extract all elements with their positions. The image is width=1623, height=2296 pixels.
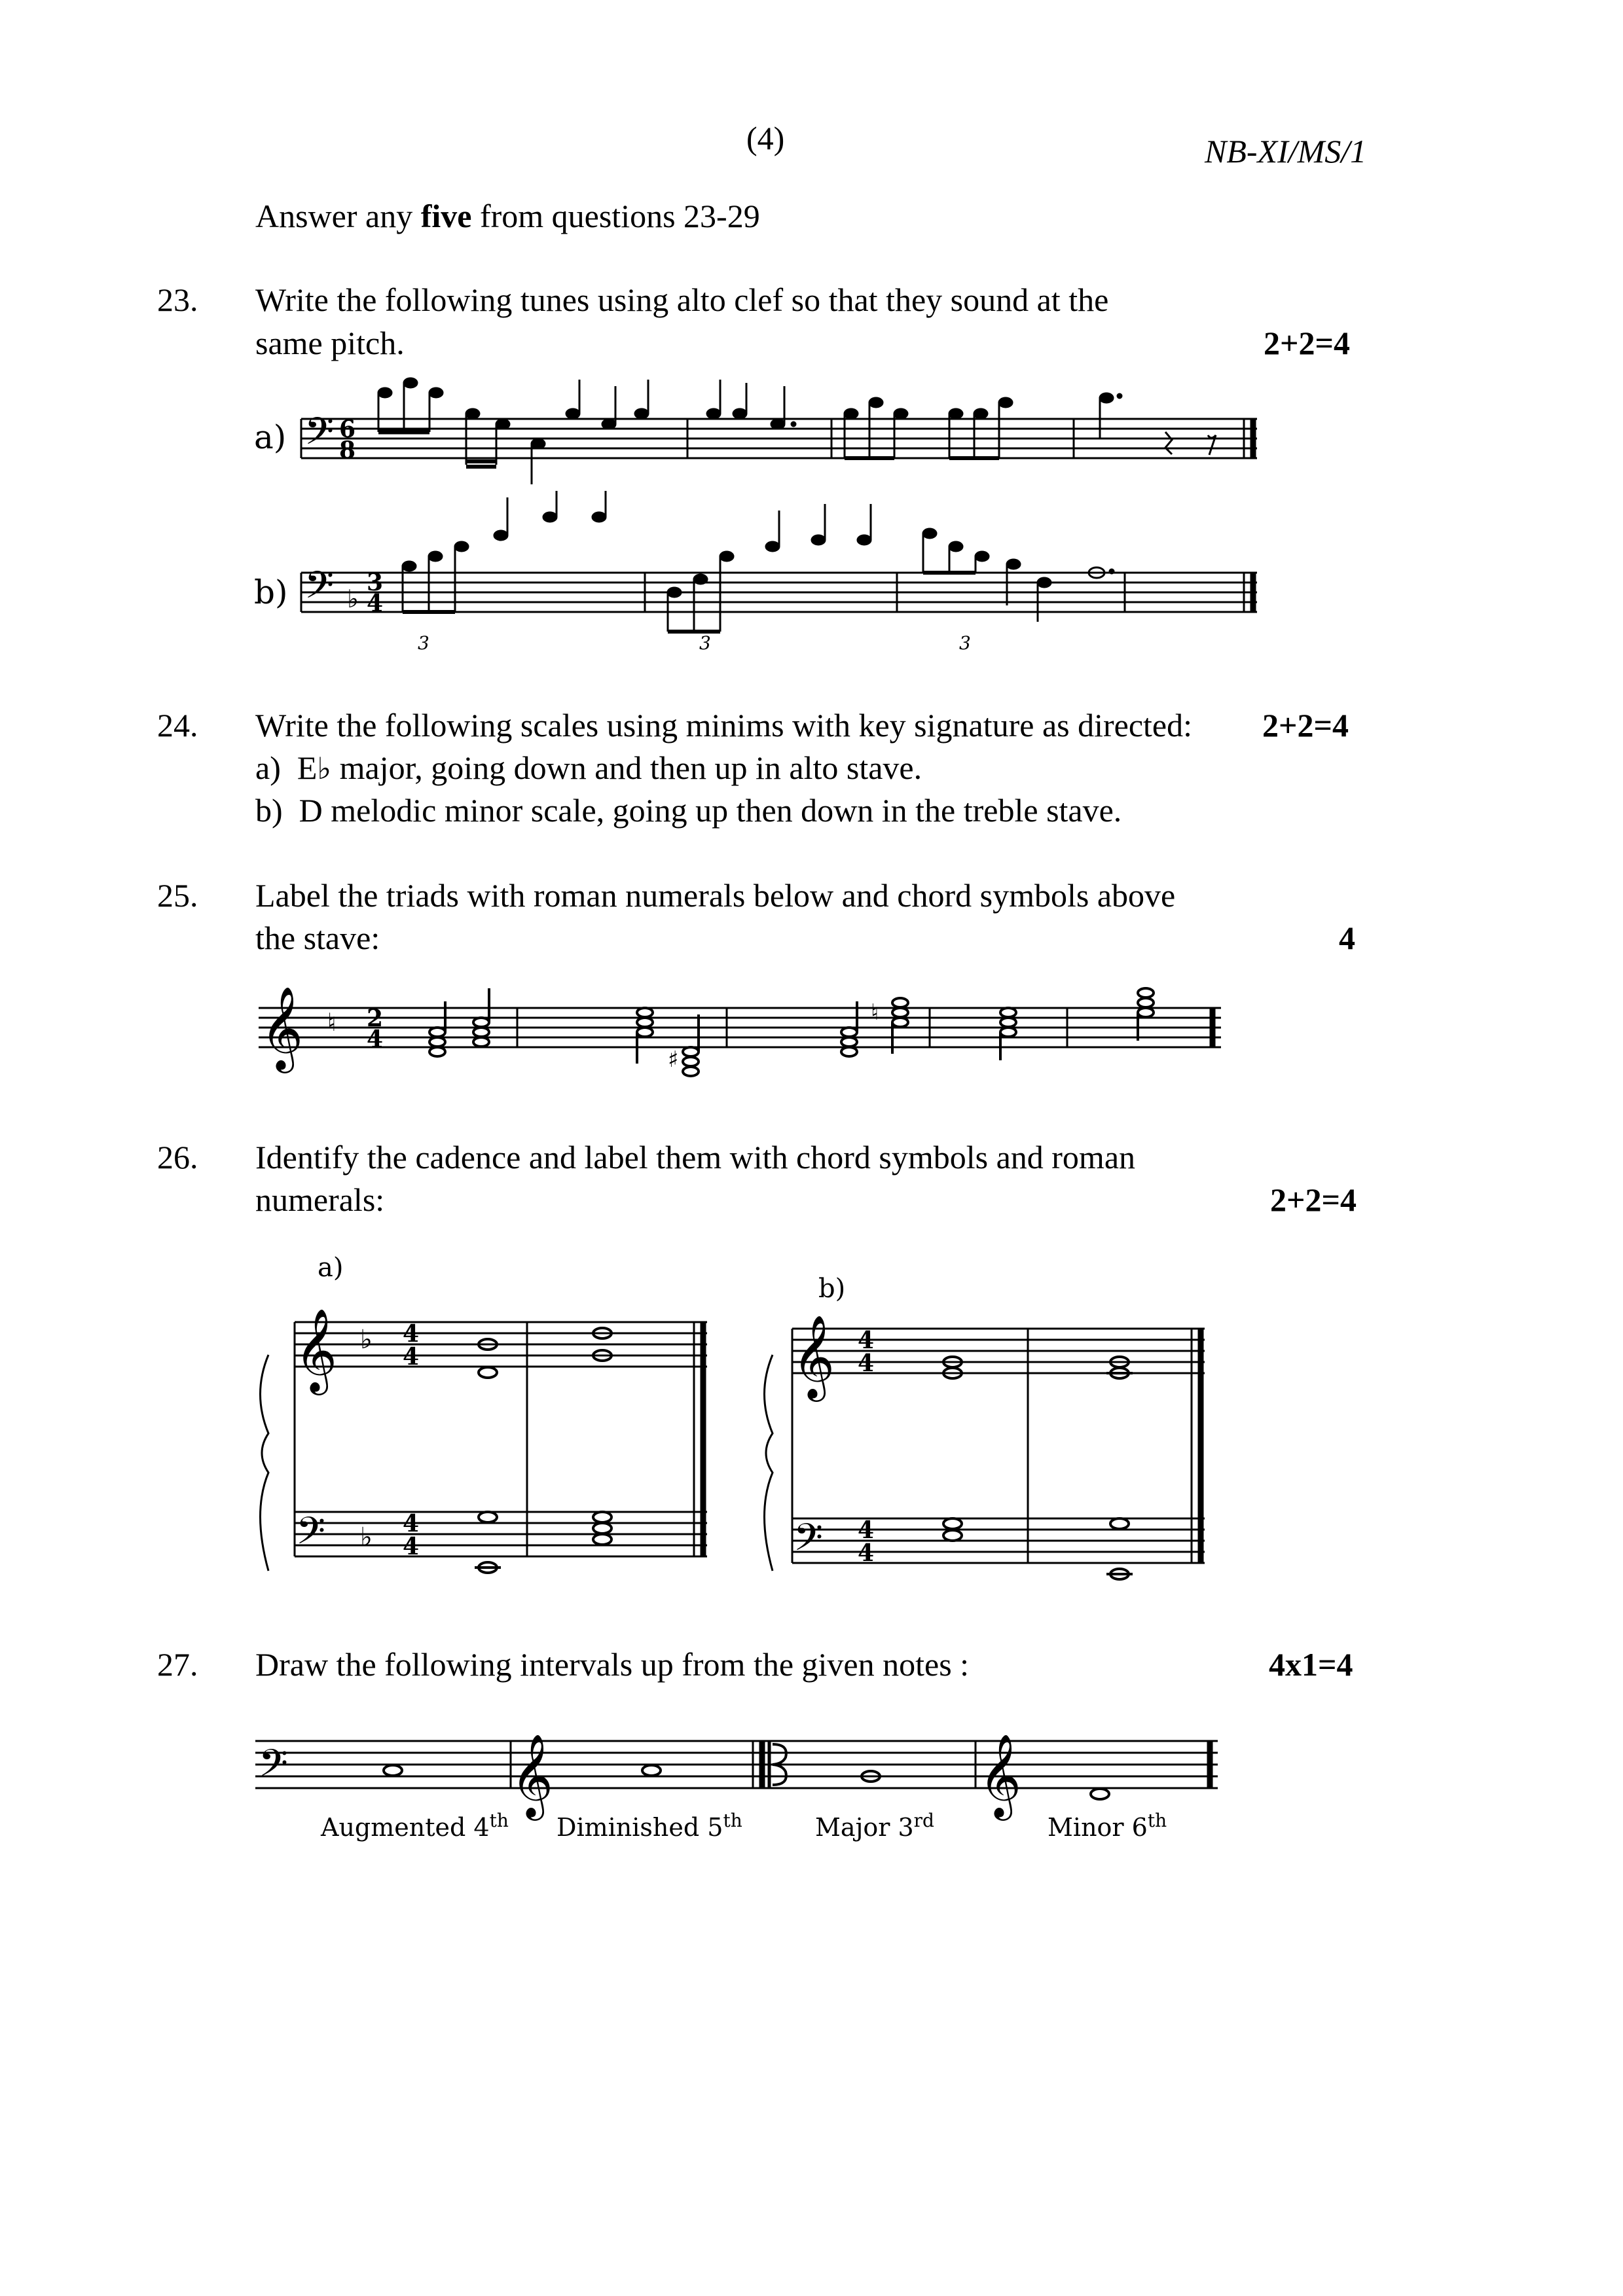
q24b-item <box>255 789 1122 832</box>
paper-code: NB-XI/MS/1 <box>1205 133 1367 170</box>
q24a-item <box>255 746 922 790</box>
treble-clef-icon: 𝄞 <box>261 986 304 1069</box>
q23-number: 23. <box>157 281 198 318</box>
q26a-time-top: 4 <box>403 1320 420 1348</box>
q26b-time-bottom: 4 <box>858 1350 875 1377</box>
bass-clef-icon: 𝄢 <box>304 563 335 617</box>
q27-staff <box>255 1741 1218 1788</box>
interval-2-label <box>556 1810 742 1842</box>
instruction <box>255 194 760 238</box>
flat-icon: ♭ <box>317 751 332 786</box>
q26b-time-top-bass: 4 <box>858 1516 875 1544</box>
bass-clef-icon: 𝄢 <box>304 409 335 463</box>
q25-time-bottom: 4 <box>367 1026 384 1053</box>
q23-text-line2: same pitch. <box>255 325 405 361</box>
q26a-time-bottom: 4 <box>403 1343 420 1371</box>
brace-icon <box>765 1355 773 1571</box>
q26a-staves <box>295 1322 707 1556</box>
q25-staff <box>259 1008 1221 1047</box>
q23-music <box>242 367 1277 668</box>
interval-4-name: Minor 6 <box>1048 1813 1148 1842</box>
q24a-note: E <box>297 749 318 786</box>
q26-number: 26. <box>157 1139 198 1175</box>
q26b-label: b) <box>818 1274 846 1304</box>
natural-icon: ♮ <box>327 1008 337 1037</box>
q26b-notes <box>943 1357 1133 1579</box>
treble-clef-icon: 𝄞 <box>511 1733 554 1817</box>
q23b-time-bottom: 4 <box>367 590 384 617</box>
flat-icon: ♭ <box>360 1325 373 1355</box>
q23-marks: 2+2=4 <box>1264 325 1350 361</box>
q24b-label: b) <box>255 792 283 829</box>
q26a-notes <box>475 1328 611 1573</box>
q23b-time-top: 3 <box>367 569 384 596</box>
interval-3-sup: rd <box>913 1810 934 1831</box>
q27-music <box>255 1702 1237 1865</box>
q27-marks: 4x1=4 <box>1269 1646 1353 1683</box>
q25-text-line2: the stave: <box>255 920 380 956</box>
q26-music <box>249 1250 1231 1590</box>
q25-chords <box>429 988 1154 1076</box>
interval-1-name: Augmented 4 <box>321 1813 490 1842</box>
q23b-triplet-2: 3 <box>699 632 711 654</box>
q23b-notes <box>403 491 1114 632</box>
sharp-icon: ♮ <box>871 999 879 1026</box>
instruction-suffix: from questions 23-29 <box>471 198 760 234</box>
q23a-time-bottom: 8 <box>339 437 356 464</box>
q25-time-top: 2 <box>367 1005 384 1032</box>
q25-marks: 4 <box>1339 920 1355 956</box>
sharp-icon: ♯ <box>668 1047 679 1073</box>
interval-4-sup: th <box>1147 1810 1167 1831</box>
q26-text-line2: numerals: <box>255 1181 385 1218</box>
q27-text-line1: Draw the following intervals up from the given notes : <box>255 1646 970 1683</box>
q24-text-line1: Write the following scales using minims with key signature as directed: <box>255 707 1193 744</box>
q24a-text: major, going down and then up in alto stave. <box>331 749 922 786</box>
q26a-time-bottom-bass: 4 <box>403 1533 420 1560</box>
q24-marks: 2+2=4 <box>1262 707 1349 744</box>
treble-clef-icon: 𝄞 <box>295 1308 338 1391</box>
q23a-notes <box>378 378 1216 484</box>
bass-clef-icon: 𝄢 <box>296 1509 326 1562</box>
q23a-time-top: 6 <box>339 416 356 443</box>
q23b-triplet-3: 3 <box>959 632 971 654</box>
q26b-time-bottom-bass: 4 <box>858 1539 875 1567</box>
interval-4-label <box>1048 1810 1167 1842</box>
treble-clef-icon: 𝄞 <box>792 1314 835 1398</box>
q26b-time-top: 4 <box>858 1327 875 1354</box>
page-number: (4) <box>746 120 785 156</box>
q23b-triplet-1: 3 <box>418 632 429 654</box>
q25-text-line1: Label the triads with roman numerals below and chord symbols above <box>255 877 1176 914</box>
q23a-label: a) <box>254 418 287 456</box>
treble-clef-icon: 𝄞 <box>979 1733 1022 1817</box>
interval-3-name: Major 3 <box>815 1813 914 1842</box>
q23-text-line1: Write the following tunes using alto clef so that they sound at the <box>255 281 1109 318</box>
bass-clef-icon: 𝄢 <box>259 1741 289 1795</box>
q26a-label: a) <box>318 1253 344 1283</box>
interval-1-label <box>320 1810 509 1842</box>
q26b-staves <box>792 1329 1205 1563</box>
flat-icon: ♭ <box>347 584 359 613</box>
q24b-text: D melodic minor scale, going up then down in the treble stave. <box>299 792 1122 829</box>
q24a-label: a) <box>255 749 281 786</box>
q26a-time-top-bass: 4 <box>403 1510 420 1537</box>
brace-icon <box>261 1355 269 1571</box>
instruction-bold: five <box>420 198 472 234</box>
q27-number: 27. <box>157 1646 198 1683</box>
interval-2-sup: th <box>723 1810 742 1831</box>
interval-2-name: Diminished 5 <box>556 1813 723 1842</box>
q26-marks: 2+2=4 <box>1270 1181 1357 1218</box>
interval-1-sup: th <box>489 1810 509 1831</box>
instruction-prefix: Answer any <box>255 198 421 234</box>
bass-clef-icon: 𝄢 <box>793 1515 824 1569</box>
q25-music <box>255 969 1237 1100</box>
interval-3-label <box>815 1810 934 1842</box>
q23b-label: b) <box>254 573 288 611</box>
q23b-staff <box>301 573 1257 612</box>
flat-icon: ♭ <box>360 1522 373 1552</box>
q24-number: 24. <box>157 707 198 744</box>
q26-text-line1: Identify the cadence and label them with chord symbols and roman <box>255 1139 1136 1175</box>
q25-number: 25. <box>157 877 198 914</box>
